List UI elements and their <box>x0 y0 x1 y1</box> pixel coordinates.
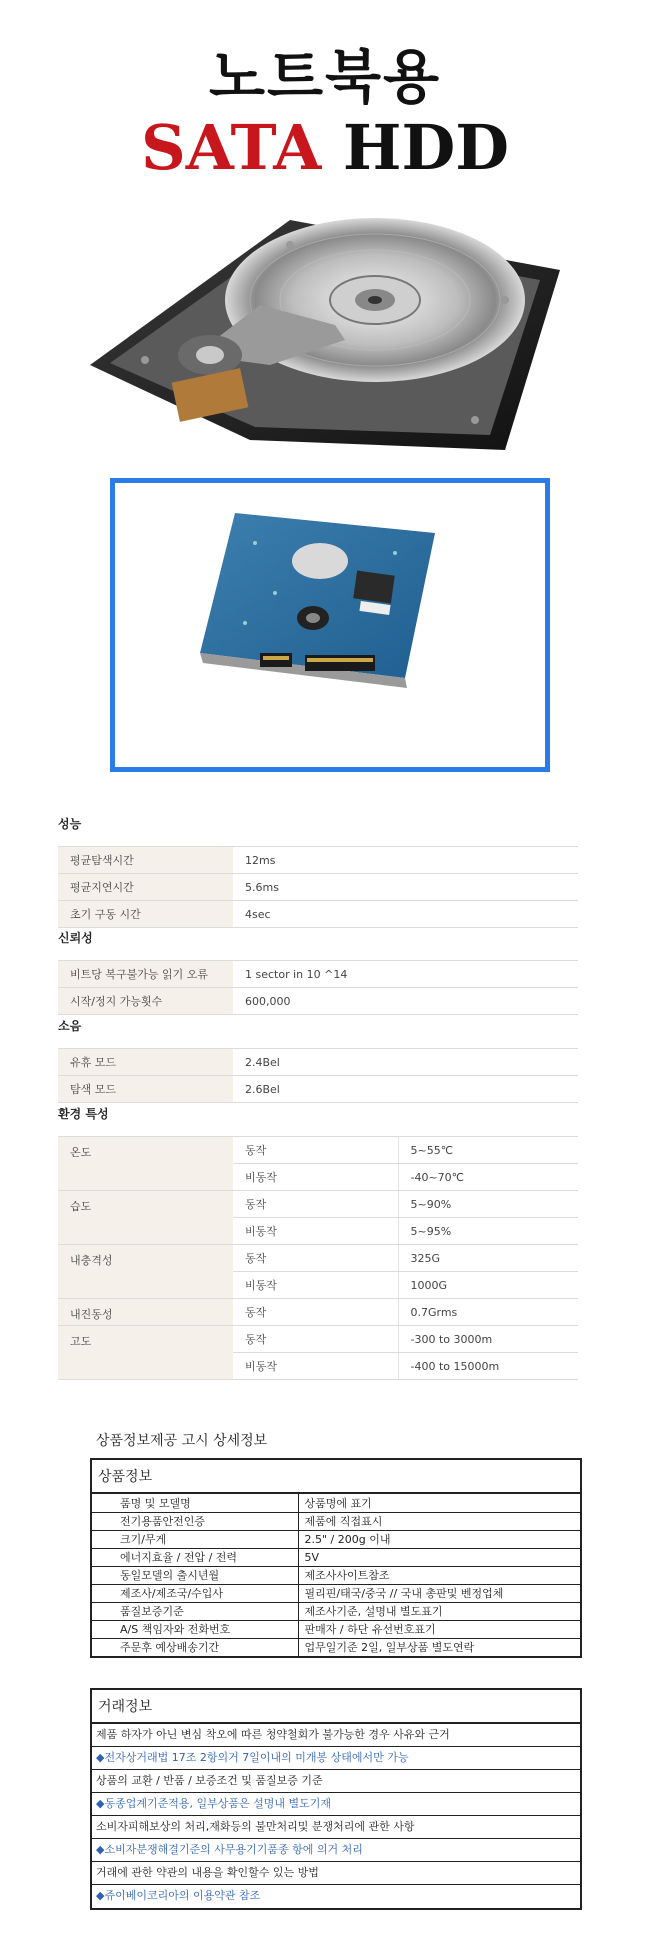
spec-label: 비트당 복구불가능 읽기 오류 <box>58 961 233 988</box>
trade-info-head: 거래정보 <box>92 1690 580 1724</box>
env-mode: 비동작 <box>233 1164 398 1191</box>
info-key: 주문후 예상배송기간 <box>92 1638 298 1656</box>
hdd-image <box>85 205 565 455</box>
info-value: 상품명에 표기 <box>298 1494 580 1512</box>
table-row <box>58 961 578 988</box>
env-value: 325G <box>398 1245 578 1272</box>
env-value: 5~95% <box>398 1218 578 1245</box>
spec-value: 12ms <box>233 847 578 874</box>
env-label-vibration: 내진동성 <box>58 1299 233 1326</box>
info-value: 판매자 / 하단 유선번호표기 <box>298 1620 580 1638</box>
spec-value: 2.6Bel <box>233 1076 578 1103</box>
info-value: 5V <box>298 1548 580 1566</box>
env-value: -400 to 15000m <box>398 1353 578 1380</box>
table-row <box>92 1638 580 1656</box>
section-title-reliability: 신뢰성 <box>58 931 93 945</box>
table-row <box>58 847 578 874</box>
env-label-shock: 내충격성 <box>58 1245 233 1299</box>
table-row <box>58 1245 578 1272</box>
spec-label: 초기 구동 시간 <box>58 901 233 928</box>
trade-question: 소비자피해보상의 처리,재화등의 불만처리및 분쟁처리에 관한 사항 <box>92 1816 580 1839</box>
pcb-image <box>195 503 475 693</box>
env-mode: 비동작 <box>233 1272 398 1299</box>
pcb-image-frame <box>110 478 550 772</box>
table-row <box>58 1299 578 1326</box>
spec-performance <box>58 810 578 928</box>
info-key: 에너지효율 / 전압 / 전력 <box>92 1548 298 1566</box>
env-mode: 동작 <box>233 1191 398 1218</box>
info-key: 동일모델의 출시년월 <box>92 1566 298 1584</box>
env-mode: 비동작 <box>233 1353 398 1380</box>
table-row <box>92 1602 580 1620</box>
spec-label: 유휴 모드 <box>58 1049 233 1076</box>
noise-table <box>58 1048 578 1103</box>
spec-reliability <box>58 924 578 1015</box>
env-label-temp: 온도 <box>58 1137 233 1191</box>
environment-table <box>58 1136 578 1380</box>
info-value: 필리핀/태국/중국 // 국내 총판및 벤정업체 <box>298 1584 580 1602</box>
spec-value: 600,000 <box>233 988 578 1015</box>
trade-question: 거래에 관한 약관의 내용을 확인할수 있는 방법 <box>92 1862 580 1885</box>
product-info-head: 상품정보 <box>92 1460 580 1494</box>
spec-environment <box>58 1100 578 1380</box>
table-row <box>92 1548 580 1566</box>
info-key: 품질보증기준 <box>92 1602 298 1620</box>
info-value: 제품에 직접표시 <box>298 1512 580 1530</box>
env-mode: 동작 <box>233 1299 398 1326</box>
trade-answer: ◆동종업계기준적용, 일부상품은 설명내 별도기재 <box>92 1793 580 1816</box>
section-title-environment: 환경 특성 <box>58 1107 109 1121</box>
table-row <box>92 1530 580 1548</box>
table-row <box>92 1512 580 1530</box>
env-value: 5~90% <box>398 1191 578 1218</box>
info-key: 전기용품안전인증 <box>92 1512 298 1530</box>
product-info-table <box>92 1494 580 1656</box>
product-info-box <box>90 1458 582 1658</box>
env-mode: 동작 <box>233 1245 398 1272</box>
env-value: 0.7Grms <box>398 1299 578 1326</box>
notice-title: 상품정보제공 고시 상세정보 <box>96 1433 268 1449</box>
performance-table <box>58 846 578 928</box>
reliability-table <box>58 960 578 1015</box>
table-row <box>58 1191 578 1218</box>
env-value: 1000G <box>398 1272 578 1299</box>
table-row <box>58 1076 578 1103</box>
env-value: -300 to 3000m <box>398 1326 578 1353</box>
spec-value: 2.4Bel <box>233 1049 578 1076</box>
env-mode: 비동작 <box>233 1218 398 1245</box>
table-row <box>58 988 578 1015</box>
env-mode: 동작 <box>233 1326 398 1353</box>
table-row <box>58 1326 578 1353</box>
env-value: -40~70℃ <box>398 1164 578 1191</box>
table-row <box>92 1566 580 1584</box>
env-label-humidity: 습도 <box>58 1191 233 1245</box>
table-row <box>58 1137 578 1164</box>
trade-question: 제품 하자가 아닌 변심 착오에 따른 청약철회가 불가능한 경우 사유와 근거 <box>92 1724 580 1747</box>
info-value: 2.5" / 200g 이내 <box>298 1530 580 1548</box>
trade-question: 상품의 교환 / 반품 / 보증조건 및 품질보증 기준 <box>92 1770 580 1793</box>
spec-value: 4sec <box>233 901 578 928</box>
spec-label: 평균탐색시간 <box>58 847 233 874</box>
spec-label: 시작/정지 가능횟수 <box>58 988 233 1015</box>
title-english <box>0 112 650 184</box>
spec-value: 5.6ms <box>233 874 578 901</box>
title-sata: SATA <box>140 111 322 184</box>
title-hdd: HDD <box>342 111 510 184</box>
section-title-performance: 성능 <box>58 817 82 831</box>
info-value: 제조사사이트참조 <box>298 1566 580 1584</box>
spec-value: 1 sector in 10 ^14 <box>233 961 578 988</box>
info-key: 제조사/제조국/수입사 <box>92 1584 298 1602</box>
spec-noise <box>58 1012 578 1103</box>
spec-label: 평균지연시간 <box>58 874 233 901</box>
table-row <box>58 874 578 901</box>
table-row <box>92 1584 580 1602</box>
table-row <box>58 1049 578 1076</box>
trade-answer: ◆쥬이베이코리아의 이용약관 참조 <box>96 1889 261 1902</box>
spec-label: 탐색 모드 <box>58 1076 233 1103</box>
env-mode: 동작 <box>233 1137 398 1164</box>
info-key: 품명 및 모델명 <box>92 1494 298 1512</box>
table-row <box>92 1620 580 1638</box>
trade-answer: ◆소비자분쟁해결기준의 사무용기기품종 항에 의거 처리 <box>92 1839 580 1862</box>
trade-info-box <box>90 1688 582 1910</box>
info-value: 제조사기준, 설명내 별도표기 <box>298 1602 580 1620</box>
info-key: 크기/무게 <box>92 1530 298 1548</box>
title-korean: 노트북용 <box>208 43 442 111</box>
env-label-altitude: 고도 <box>58 1326 233 1380</box>
trade-answer: ◆전자상거래법 17조 2항의거 7일이내의 미개봉 상태에서만 가능 <box>92 1747 580 1770</box>
info-value: 업무일기준 2일, 일부상품 별도연락 <box>304 1641 475 1655</box>
table-row <box>92 1494 580 1512</box>
section-title-noise: 소음 <box>58 1019 82 1033</box>
env-value: 5~55℃ <box>398 1137 578 1164</box>
info-key: A/S 책임자와 전화번호 <box>92 1620 298 1638</box>
